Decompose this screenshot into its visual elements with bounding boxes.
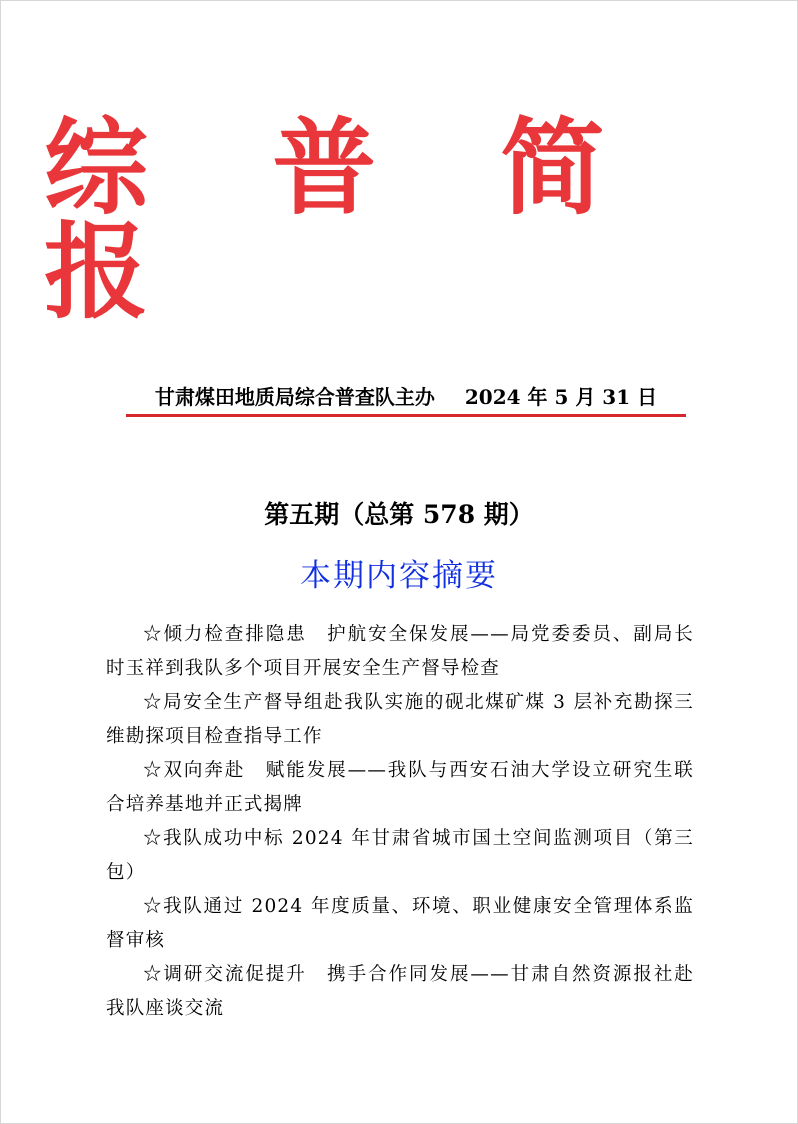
summary-item: ☆倾力检查排隐患 护航安全保发展——局党委委员、副局长时玉祥到我队多个项目开展安全生产督导检查 <box>106 624 694 679</box>
publisher-organizer: 甘肃煤田地质局综合普查队主办 <box>154 385 435 409</box>
summary-list <box>106 618 694 1026</box>
masthead <box>0 106 798 333</box>
summary-heading: 本期内容摘要 <box>300 558 498 594</box>
publication-date: 2024 年 5 月 31 日 <box>464 385 658 409</box>
red-divider <box>126 414 686 417</box>
summary-item: ☆我队通过 2024 年度质量、环境、职业健康安全管理体系监督审核 <box>106 896 694 951</box>
publisher-line <box>126 381 686 410</box>
masthead-title: 综 普 简 报 <box>44 106 649 333</box>
issue-number: 第五期（总第 578 期） <box>264 500 534 529</box>
summary-item: ☆调研交流促提升 携手合作同发展——甘肃自然资源报社赴我队座谈交流 <box>106 964 694 1019</box>
summary-item: ☆我队成功中标 2024 年甘肃省城市国土空间监测项目（第三包） <box>106 828 694 883</box>
summary-item: ☆局安全生产督导组赴我队实施的砚北煤矿煤 3 层补充勘探三维勘探项目检查指导工作 <box>106 692 694 747</box>
summary-item: ☆双向奔赴 赋能发展——我队与西安石油大学设立研究生联合培养基地并正式揭牌 <box>106 760 694 815</box>
